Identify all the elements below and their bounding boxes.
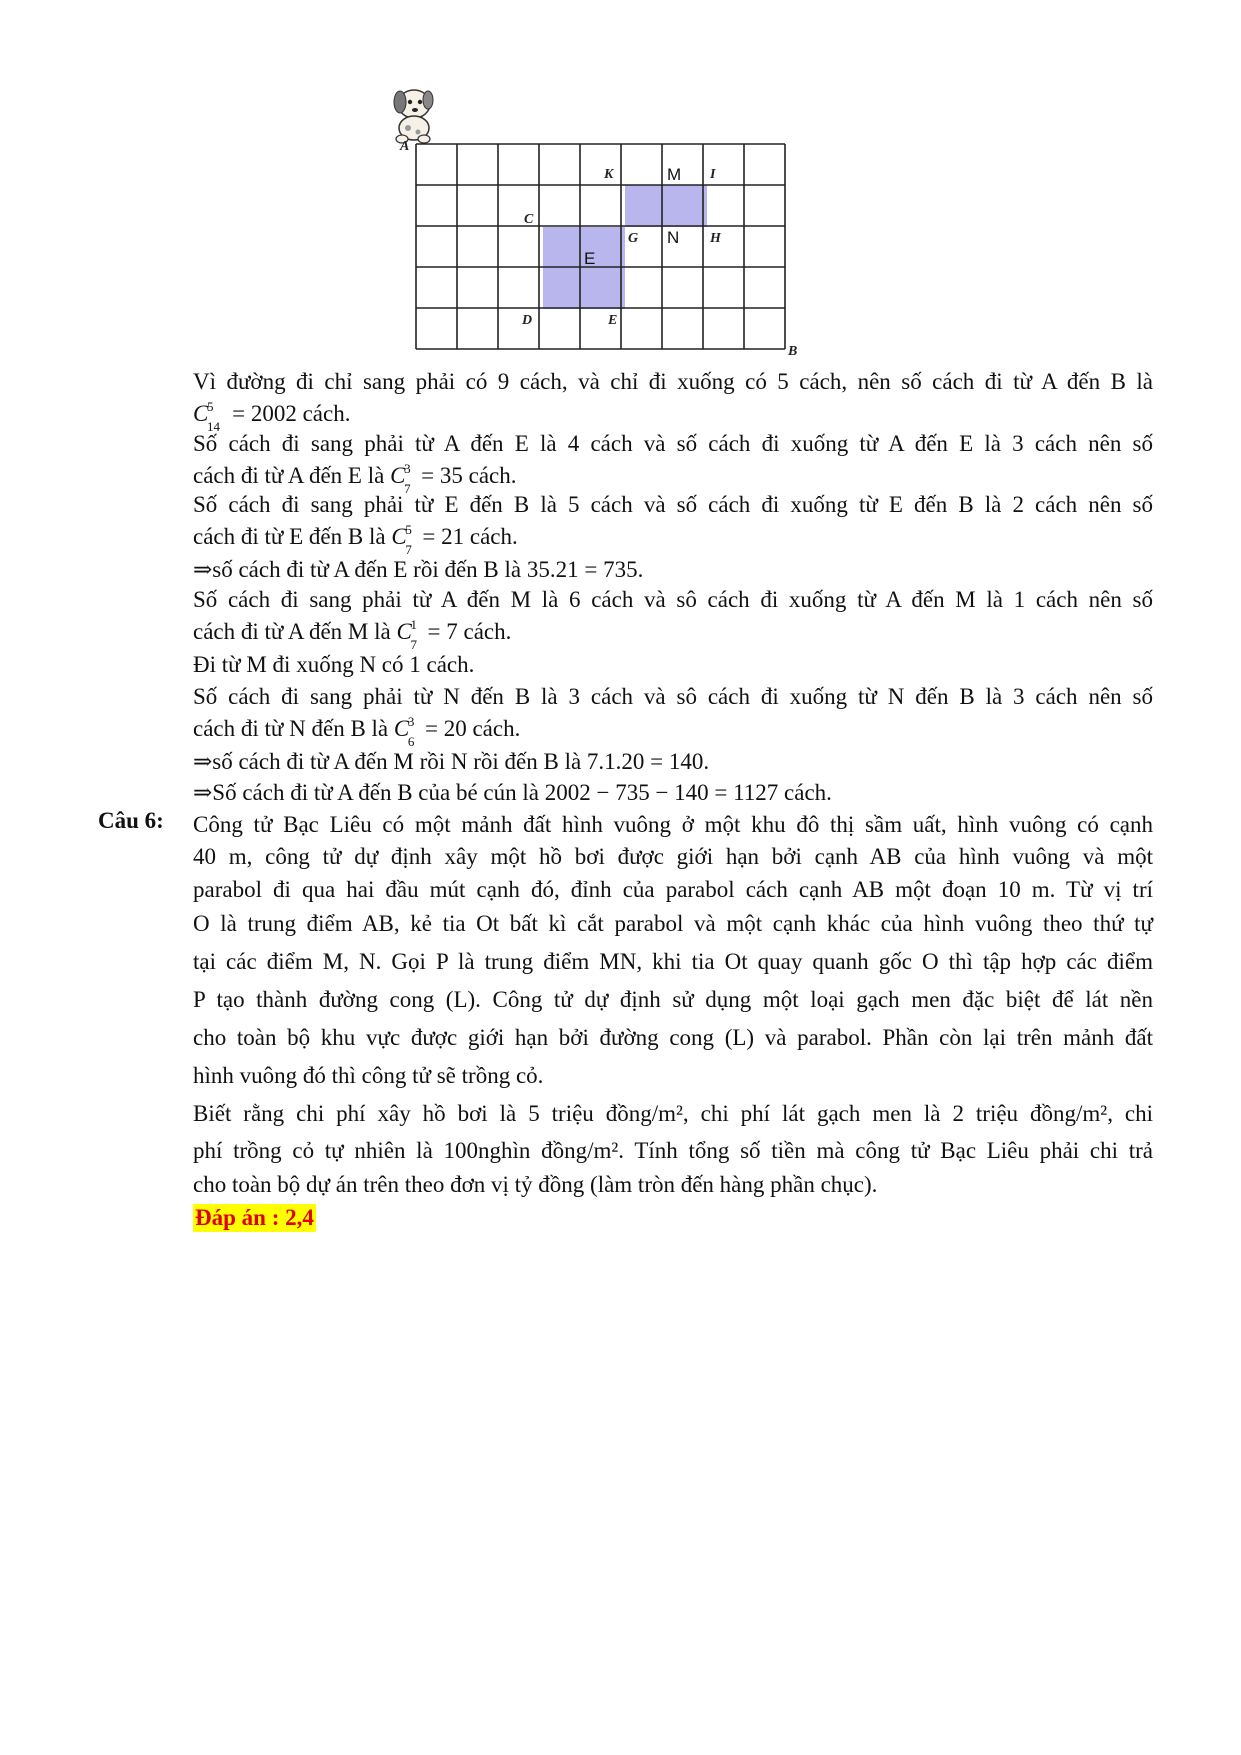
- label-b: B: [788, 344, 798, 359]
- label-i: I: [710, 167, 716, 182]
- solution-line-4: ⇒số cách đi từ A đến E rồi đến B là 35.21 = 735.: [193, 557, 644, 582]
- solution-line-7a: Số cách đi sang phải từ N đến B là 3 cách và sô cách đi xuống từ N đến B là 3 cách nên số: [193, 684, 1153, 709]
- label-d: D: [522, 313, 533, 328]
- label-h: H: [710, 231, 721, 246]
- label-e-bottom: E: [608, 313, 618, 328]
- solution-line-9: ⇒Số cách đi từ A đến B của bé cún là 2002 − 735 − 140 = 1127 cách.: [193, 780, 832, 805]
- solution-line-3b: cách đi từ E đến B là C 5 7 = 21 cách.: [193, 522, 518, 557]
- answer-highlight: Đáp án : 2,4: [195, 1205, 314, 1230]
- question-line-4: O là trung điểm AB, kẻ tia Ot bất kì cắt parabol và một cạnh khác của hình vuông theo thứ tự: [193, 911, 1153, 936]
- combination-symbol: C 5 7: [391, 522, 412, 557]
- combination-symbol: C 3 6: [393, 714, 415, 749]
- label-g: G: [628, 231, 639, 246]
- combination-symbol: C 5 14: [193, 399, 220, 434]
- highlight-cell: [543, 227, 625, 309]
- solution-line-7b: cách đi từ N đến B là C 3 6 = 20 cách.: [193, 714, 521, 749]
- solution-line-1b: C 5 14 = 2002 cách.: [193, 399, 351, 434]
- combination-symbol: C 3 7: [390, 461, 411, 496]
- label-k: K: [604, 167, 614, 182]
- highlight-cell: [625, 185, 707, 227]
- question-line-6: P tạo thành đường cong (L). Công tử dự định sử dụng một loại gạch men đặc biệt để lát nền: [193, 987, 1153, 1012]
- solution-line-6: Đi từ M đi xuống N có 1 cách.: [193, 652, 475, 677]
- question-line-9: Biết rằng chi phí xây hồ bơi là 5 triệu đồng/m², chi phí lát gạch men là 2 triệu đồng/m², chi: [193, 1101, 1153, 1126]
- label-m: M: [667, 165, 682, 184]
- solution-line-2b: cách đi từ A đến E là C 3 7 = 35 cách.: [193, 461, 517, 496]
- question-line-5: tại các điểm M, N. Gọi P là trung điểm MN, khi tia Ot quay quanh gốc O thì tập hợp các điểm: [193, 949, 1153, 974]
- label-a: A: [400, 139, 410, 154]
- question-line-11: cho toàn bộ dự án trên theo đơn vị tỷ đồng (làm tròn đến hàng phần chục).: [193, 1172, 878, 1197]
- solution-line-2a: Số cách đi sang phải từ A đến E là 4 cách và số cách đi xuống từ A đến E là 3 cách nên số: [193, 431, 1153, 456]
- label-e-center: E: [584, 249, 596, 268]
- solution-line-1a: Vì đường đi chỉ sang phải có 9 cách, và chỉ đi xuống có 5 cách, nên số cách đi từ A đến B là: [193, 369, 1153, 394]
- question-line-3: parabol đi qua hai đầu mút cạnh đó, đỉnh của parabol cách cạnh AB một đoạn 10 m. Từ vị trí: [193, 877, 1153, 902]
- question-line-7: cho toàn bộ khu vực được giới hạn bởi đường cong (L) và parabol. Phần còn lại trên mảnh đất: [193, 1025, 1153, 1050]
- question-line-8: hình vuông đó thì công tử sẽ trồng cỏ.: [193, 1063, 544, 1088]
- solution-line-3a: Số cách đi sang phải từ E đến B là 5 cách và số cách đi xuống từ E đến B là 2 cách nên số: [193, 492, 1153, 517]
- question-line-2: 40 m, công tử dự định xây một hồ bơi được giới hạn bởi cạnh AB của hình vuông và một: [193, 844, 1153, 869]
- label-c: C: [524, 212, 534, 227]
- label-n: N: [667, 228, 680, 247]
- grid-figure: [380, 78, 820, 408]
- solution-line-8: ⇒số cách đi từ A đến M rồi N rồi đến B là 7.1.20 = 140.: [193, 749, 710, 774]
- question-line-1: Công tử Bạc Liêu có một mảnh đất hình vuông ở một khu đô thị sầm uất, hình vuông có cạnh: [193, 812, 1153, 837]
- solution-line-5a: Số cách đi sang phải từ A đến M là 6 cách và sô cách đi xuống từ A đến M là 1 cách nên số: [193, 587, 1153, 612]
- solution-line-5b: cách đi từ A đến M là C 1 7 = 7 cách.: [193, 617, 512, 652]
- combination-symbol: C 1 7: [396, 617, 417, 652]
- puppy-icon: [394, 90, 433, 143]
- question-line-10: phí trồng cỏ tự nhiên là 100nghìn đồng/m². Tính tổng số tiền mà công tử Bạc Liêu phải chi trả: [193, 1138, 1153, 1163]
- question-label: Câu 6:: [98, 808, 164, 833]
